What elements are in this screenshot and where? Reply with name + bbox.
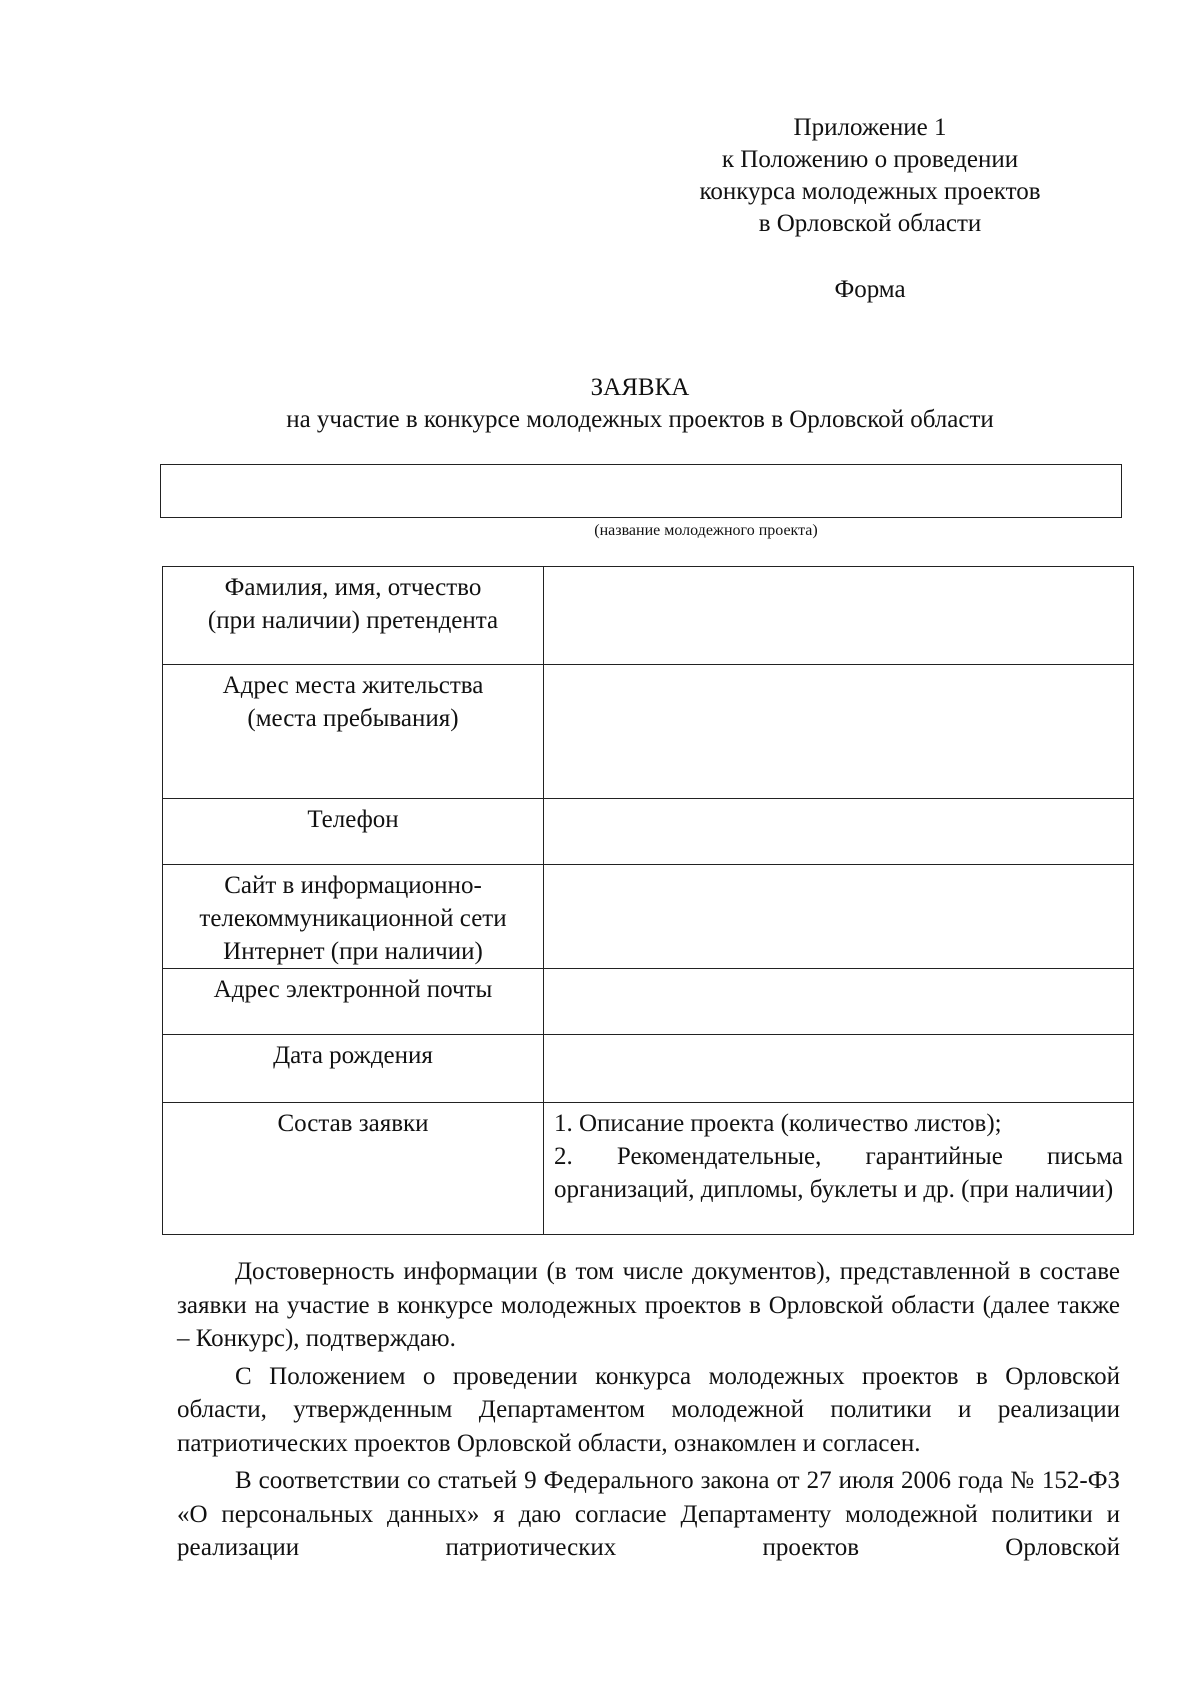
label-application-contents bbox=[163, 1103, 544, 1235]
label-phone bbox=[163, 799, 544, 865]
appendix-line: Приложение 1 bbox=[793, 114, 947, 141]
label-text: телекоммуникационной сети bbox=[199, 905, 507, 932]
appendix-header bbox=[640, 112, 1100, 240]
contents-item: 1. Описание проекта (количество листов); bbox=[554, 1110, 1002, 1137]
paragraph: Достоверность информации (в том числе документов), представленной в составе заявки на участие в конкурсе молодежных проектов в Орловской области (далее также – Конкурс), подтверждаю. bbox=[177, 1258, 1120, 1352]
label-birth-date bbox=[163, 1035, 544, 1103]
application-contents-list bbox=[544, 1103, 1134, 1235]
appendix-line: конкурса молодежных проектов bbox=[699, 178, 1041, 205]
consent-text bbox=[177, 1255, 1120, 1569]
table-row bbox=[163, 567, 1134, 665]
label-text: Адрес электронной почты bbox=[213, 976, 493, 1003]
label-text: Интернет (при наличии) bbox=[223, 938, 483, 965]
birth-date-field[interactable] bbox=[544, 1035, 1134, 1103]
title-heading: ЗАЯВКА bbox=[590, 374, 690, 401]
label-text: Состав заявки bbox=[277, 1110, 429, 1137]
table-row bbox=[163, 865, 1134, 969]
full-name-field[interactable] bbox=[544, 567, 1134, 665]
label-text: Дата рождения bbox=[273, 1042, 433, 1069]
residence-address-field[interactable] bbox=[544, 665, 1134, 799]
table-row bbox=[163, 1103, 1134, 1235]
label-residence-address bbox=[163, 665, 544, 799]
website-field[interactable] bbox=[544, 865, 1134, 969]
project-name-caption: (название молодежного проекта) bbox=[594, 522, 818, 539]
phone-field[interactable] bbox=[544, 799, 1134, 865]
paragraph: С Положением о проведении конкурса молодежных проектов в Орловской области, утвержденным Департаментом молодежной политики и реализации патриотических проектов Орловской области, ознакомлен и согласен. bbox=[177, 1362, 1120, 1457]
label-full-name bbox=[163, 567, 544, 665]
label-text: Фамилия, имя, отчество bbox=[224, 574, 482, 601]
project-name-field[interactable] bbox=[160, 464, 1122, 518]
table-row bbox=[163, 665, 1134, 799]
document-title bbox=[140, 372, 1140, 436]
label-website bbox=[163, 865, 544, 969]
appendix-line: в Орловской области bbox=[758, 210, 982, 237]
paragraph: В соответствии со статьей 9 Федерального закона от 27 июля 2006 года № 152-ФЗ «О персональных данных» я даю согласие Департаменту молодежной политики и реализации патриотических проектов Орловской bbox=[177, 1467, 1120, 1561]
email-field[interactable] bbox=[544, 969, 1134, 1035]
form-label: Форма bbox=[834, 276, 906, 303]
label-text: Адрес места жительства bbox=[222, 672, 484, 699]
title-subheading: на участие в конкурсе молодежных проектов в Орловской области bbox=[286, 406, 994, 433]
appendix-line: к Положению о проведении bbox=[721, 146, 1019, 173]
label-text: Телефон bbox=[307, 806, 399, 833]
label-text: (места пребывания) bbox=[247, 705, 459, 732]
label-email bbox=[163, 969, 544, 1035]
applicant-info-table bbox=[162, 566, 1134, 1235]
label-text: (при наличии) претендента bbox=[207, 607, 499, 634]
label-text: Сайт в информационно- bbox=[224, 872, 482, 899]
table-row bbox=[163, 1035, 1134, 1103]
contents-item: 2. Рекомендательные, гарантийные письма организаций, дипломы, буклеты и др. (при наличии) bbox=[554, 1143, 1123, 1203]
table-row bbox=[163, 969, 1134, 1035]
table-row bbox=[163, 799, 1134, 865]
